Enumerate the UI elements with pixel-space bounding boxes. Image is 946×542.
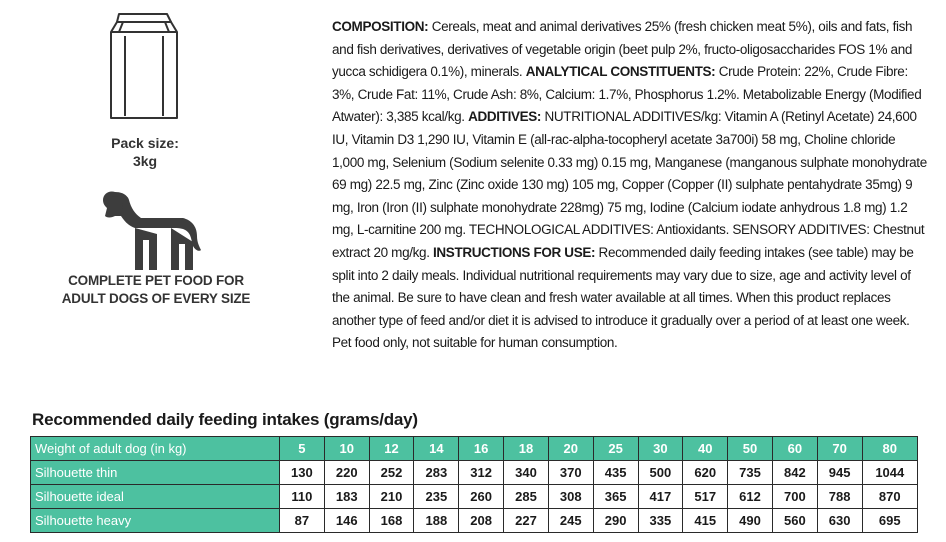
- table-cell: 500: [638, 461, 683, 485]
- table-cell: 146: [324, 509, 369, 533]
- weight-column-header: 10: [324, 437, 369, 461]
- table-cell: 612: [728, 485, 773, 509]
- additives-text: NUTRITIONAL ADDITIVES/kg: Vitamin A (Retinyl Acetate) 24,600 IU, Vitamin D3 1,290 IU, Vitamin E (all-rac-alpha-tocopheryl acetate 3a700i) 58 mg, Choline chloride 1,000 mg, Selenium (Sodium selenite 0.33 mg) 0.15 mg, Manganese (manganous sulphate monohydrate 69 mg) 22.5 mg, Zinc (Zinc oxide 130 mg) 105 mg, Copper (Copper (II) sulphate pentahydrate 35mg) 9 mg, Iron (Iron (II) sulphate monohydrate 228mg) 75 mg, Iodine (Calcium iodate anhydrous 1.8 mg) 1.2 mg, L-carnitine 200 mg. TECHNOLOGICAL ADDITIVES: Antioxidants. SENSORY ADDITIVES: Chestnut extract 20 mg/kg.: [332, 109, 927, 260]
- row-label: Silhouette heavy: [31, 509, 280, 533]
- table-cell: 630: [817, 509, 862, 533]
- weight-column-header: 30: [638, 437, 683, 461]
- table-cell: 183: [324, 485, 369, 509]
- table-title: Recommended daily feeding intakes (grams/day): [32, 410, 418, 429]
- weight-column-header: 16: [459, 437, 504, 461]
- food-bag-icon: [105, 12, 183, 122]
- instructions-text: Recommended daily feeding intakes (see table) may be split into 2 daily meals. Individual nutritional requirements may vary due to size, age and activity level of the animal. Be sure to have clean and fresh water available at all times. When this product replaces another type of feed and/or diet it is advised to introduce it gradually over a period of at least one week. Pet food only, not suitable for human consumption.: [332, 244, 914, 351]
- table-cell: 227: [504, 509, 549, 533]
- weight-column-header: 14: [414, 437, 459, 461]
- table-cell: 245: [548, 509, 593, 533]
- table-cell: 490: [728, 509, 773, 533]
- additives-heading: ADDITIVES:: [468, 109, 542, 125]
- table-header-row: [31, 437, 918, 461]
- table-cell: 945: [817, 461, 862, 485]
- weight-column-header: 5: [280, 437, 325, 461]
- table-cell: 312: [459, 461, 504, 485]
- table-cell: 870: [862, 485, 917, 509]
- table-cell: 415: [683, 509, 728, 533]
- table-cell: 700: [772, 485, 817, 509]
- weight-column-header: 40: [683, 437, 728, 461]
- analytical-text: Crude Protein: 22%, Crude Fibre: 3%, Crude Fat: 11%, Crude Ash: 8%, Calcium: 1.7%, Phosphorus 1.2%. Metabolizable Energy (Modified Atwater): 3,385 kcal/kg.: [332, 64, 922, 125]
- dog-silhouette-icon: [95, 186, 205, 274]
- analytical-heading: ANALYTICAL CONSTITUENTS:: [525, 64, 716, 80]
- table-row: [31, 461, 918, 485]
- table-cell: 188: [414, 509, 459, 533]
- table-cell: 365: [593, 485, 638, 509]
- table-row: [31, 509, 918, 533]
- weight-column-header: 25: [593, 437, 638, 461]
- tagline-line: COMPLETE PET FOOD FOR: [68, 273, 244, 288]
- pack-size: [0, 134, 290, 170]
- table-cell: 560: [772, 509, 817, 533]
- weight-column-header: 18: [504, 437, 549, 461]
- table-cell: 283: [414, 461, 459, 485]
- table-cell: 110: [280, 485, 325, 509]
- weight-column-header: 70: [817, 437, 862, 461]
- table-cell: 87: [280, 509, 325, 533]
- table-cell: 168: [369, 509, 414, 533]
- table-cell: 208: [459, 509, 504, 533]
- product-description: [332, 16, 928, 355]
- table-cell: 417: [638, 485, 683, 509]
- instructions-heading: INSTRUCTIONS FOR USE:: [433, 244, 596, 260]
- table-cell: 130: [280, 461, 325, 485]
- table-cell: 290: [593, 509, 638, 533]
- composition-heading: COMPOSITION:: [332, 19, 429, 34]
- table-row: [31, 485, 918, 509]
- table-cell: 842: [772, 461, 817, 485]
- table-cell: 1044: [862, 461, 917, 485]
- pack-size-value: 3kg: [132, 153, 158, 169]
- pack-size-label: Pack size:: [111, 135, 179, 151]
- weight-column-header: 50: [728, 437, 773, 461]
- table-cell: 252: [369, 461, 414, 485]
- table-cell: 260: [459, 485, 504, 509]
- feeding-table: [30, 436, 918, 533]
- table-cell: 308: [548, 485, 593, 509]
- product-tagline: [0, 272, 312, 308]
- table-cell: 220: [324, 461, 369, 485]
- weight-column-header: 12: [369, 437, 414, 461]
- table-cell: 435: [593, 461, 638, 485]
- table-cell: 370: [548, 461, 593, 485]
- table-cell: 517: [683, 485, 728, 509]
- table-cell: 695: [862, 509, 917, 533]
- row-label: Silhouette ideal: [31, 485, 280, 509]
- weight-header: Weight of adult dog (in kg): [31, 437, 280, 461]
- table-cell: 210: [369, 485, 414, 509]
- table-cell: 340: [504, 461, 549, 485]
- row-label: Silhouette thin: [31, 461, 280, 485]
- weight-column-header: 20: [548, 437, 593, 461]
- table-cell: 235: [414, 485, 459, 509]
- table-cell: 620: [683, 461, 728, 485]
- composition-text: Cereals, meat and animal derivatives 25% (fresh chicken meat 5%), oils and fats, fish and fish derivatives, derivatives of vegetable origin (beet pulp 2%, fructo-oligosaccharides FOS 1% and yucca schidigera 0.1%), minerals.: [332, 19, 913, 80]
- weight-column-header: 60: [772, 437, 817, 461]
- weight-column-header: 80: [862, 437, 917, 461]
- table-cell: 285: [504, 485, 549, 509]
- tagline-line: ADULT DOGS OF EVERY SIZE: [61, 291, 251, 306]
- table-cell: 735: [728, 461, 773, 485]
- table-cell: 335: [638, 509, 683, 533]
- table-cell: 788: [817, 485, 862, 509]
